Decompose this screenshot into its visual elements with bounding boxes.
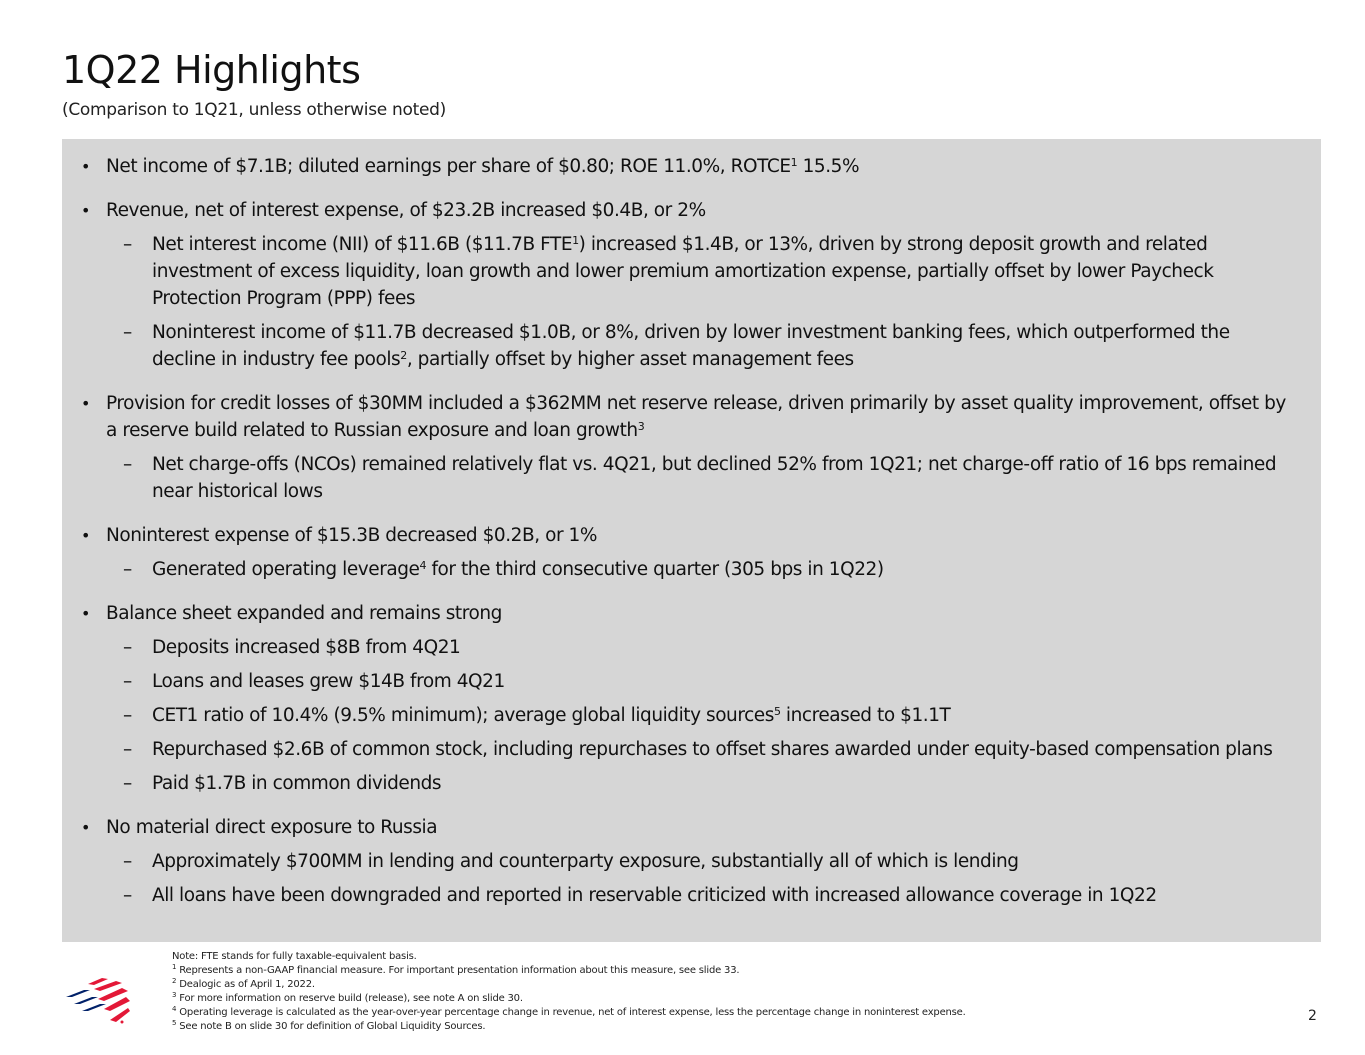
highlight-subitem [62,231,1321,312]
item-text: Generated operating leverage [152,559,420,580]
footnote-number: 2 [172,976,177,985]
item-text: Revenue, net of interest expense, of $23.2B increased $0.4B, or 2% [106,200,706,221]
footnote-text: For more information on reserve build (release), see note A on slide 30. [176,993,523,1004]
dash-marker: – [123,773,132,794]
footnote [172,964,1172,978]
dash-marker: – [123,885,132,906]
item-text-continued: for the third consecutive quarter (305 bps in 1Q22) [426,559,884,580]
footnote [172,978,1172,992]
bullet-marker: • [81,604,90,623]
item-text-continued: ) increased $1.4B, or 13%, driven by strong deposit growth and related investment of excess liquidity, loan growth and lower premium amortization expense, partially offset by lower Paycheck Protection Program (PPP) fees [152,234,1214,309]
highlight-subitem [62,770,1321,797]
highlight-subitem [62,451,1321,505]
footnotes [172,950,1172,1034]
highlight-item [62,522,1321,549]
item-text-continued: increased to $1.1T [780,705,951,726]
bank-flag-logo-icon [64,975,130,1027]
footnote-ref: 5 [773,704,781,718]
item-text-continued: 15.5% [797,156,860,177]
bullet-marker: • [81,394,90,413]
item-text: Net income of $7.1B; diluted earnings per share of $0.80; ROE 11.0%, ROTCE [106,156,791,177]
dash-marker: – [123,454,132,475]
highlight-subitem [62,702,1321,729]
highlight-subitem [62,634,1321,661]
item-text-continued: , partially offset by higher asset management fees [406,349,854,370]
item-text: No material direct exposure to Russia [106,817,438,838]
footnote-ref: 1 [790,155,798,169]
item-text: Approximately $700MM in lending and counterparty exposure, substantially all of which is lending [152,851,1019,872]
footnote [172,1020,1172,1034]
highlights-panel [62,139,1321,942]
highlight-item [62,153,1321,180]
item-text: Net interest income (NII) of $11.6B ($11.7B FTE [152,234,573,255]
highlight-item [62,197,1321,224]
highlight-subitem [62,736,1321,763]
logo-blue-stripes [66,990,106,1011]
footnote-number: 4 [172,1004,177,1013]
footnote-text: See note B on slide 30 for definition of Global Liquidity Sources. [176,1021,486,1032]
footnote-ref: 1 [572,233,579,247]
footnote-number: 3 [172,990,177,999]
item-text: Repurchased $2.6B of common stock, including repurchases to offset shares awarded under equity-based compensation plans [152,739,1273,760]
item-text: Deposits increased $8B from 4Q21 [152,637,461,658]
highlight-subitem [62,319,1321,373]
footnote-number: 5 [172,1018,177,1027]
highlight-subitem [62,668,1321,695]
footnote [172,1006,1172,1020]
item-text: Paid $1.7B in common dividends [152,773,442,794]
item-text: Balance sheet expanded and remains strong [106,603,502,624]
footnote-text: Note: FTE stands for fully taxable-equivalent basis. [172,951,417,962]
page-title: 1Q22 Highlights [62,48,361,92]
bullet-marker: • [81,818,90,837]
highlight-subitem [62,848,1321,875]
highlights-list [62,153,1321,909]
highlight-item [62,390,1321,444]
footnote-ref: 2 [400,348,407,362]
footnote-text: Represents a non-GAAP financial measure. For important presentation information about this measure, see slide 33. [176,965,740,976]
dash-marker: – [123,705,132,726]
highlight-item [62,814,1321,841]
item-text: Loans and leases grew $14B from 4Q21 [152,671,505,692]
dash-marker: – [123,637,132,658]
item-text: Net charge-offs (NCOs) remained relatively flat vs. 4Q21, but declined 52% from 1Q21; net charge-off ratio of 16 bps remained near historical lows [152,454,1277,502]
page-number: 2 [1308,1008,1317,1024]
footnote [172,992,1172,1006]
item-text: Noninterest expense of $15.3B decreased $0.2B, or 1% [106,525,597,546]
item-text: Provision for credit losses of $30MM included a $362MM net reserve release, driven primarily by asset quality improvement, offset by a reserve build related to Russian exposure and loan growth [106,393,1286,441]
highlight-subitem [62,882,1321,909]
item-text: All loans have been downgraded and reported in reservable criticized with increased allowance coverage in 1Q22 [152,885,1157,906]
footnote [172,950,1172,964]
bullet-marker: • [81,157,90,176]
item-text: Noninterest income of $11.7B decreased $1.0B, or 8%, driven by lower investment banking fees, which outperformed the decline in industry fee pools [152,322,1230,370]
dash-marker: – [123,851,132,872]
dash-marker: – [123,234,132,255]
dash-marker: – [123,559,132,580]
footnote-text: Operating leverage is calculated as the year-over-year percentage change in revenue, net of interest expense, less the percentage change in noninterest expense. [176,1007,966,1018]
highlight-item [62,600,1321,627]
registered-mark [121,1021,124,1024]
dash-marker: – [123,322,132,343]
footnote-number: 1 [172,962,177,971]
page-subtitle: (Comparison to 1Q21, unless otherwise noted) [62,100,446,120]
item-text: CET1 ratio of 10.4% (9.5% minimum); average global liquidity sources [152,705,774,726]
footnote-text: Dealogic as of April 1, 2022. [176,979,315,990]
footnote-ref: 4 [419,558,427,572]
highlight-subitem [62,556,1321,583]
bullet-marker: • [81,201,90,220]
dash-marker: – [123,671,132,692]
footnote-ref: 3 [637,419,645,433]
dash-marker: – [123,739,132,760]
bullet-marker: • [81,526,90,545]
logo-red-stripes [88,978,130,1022]
